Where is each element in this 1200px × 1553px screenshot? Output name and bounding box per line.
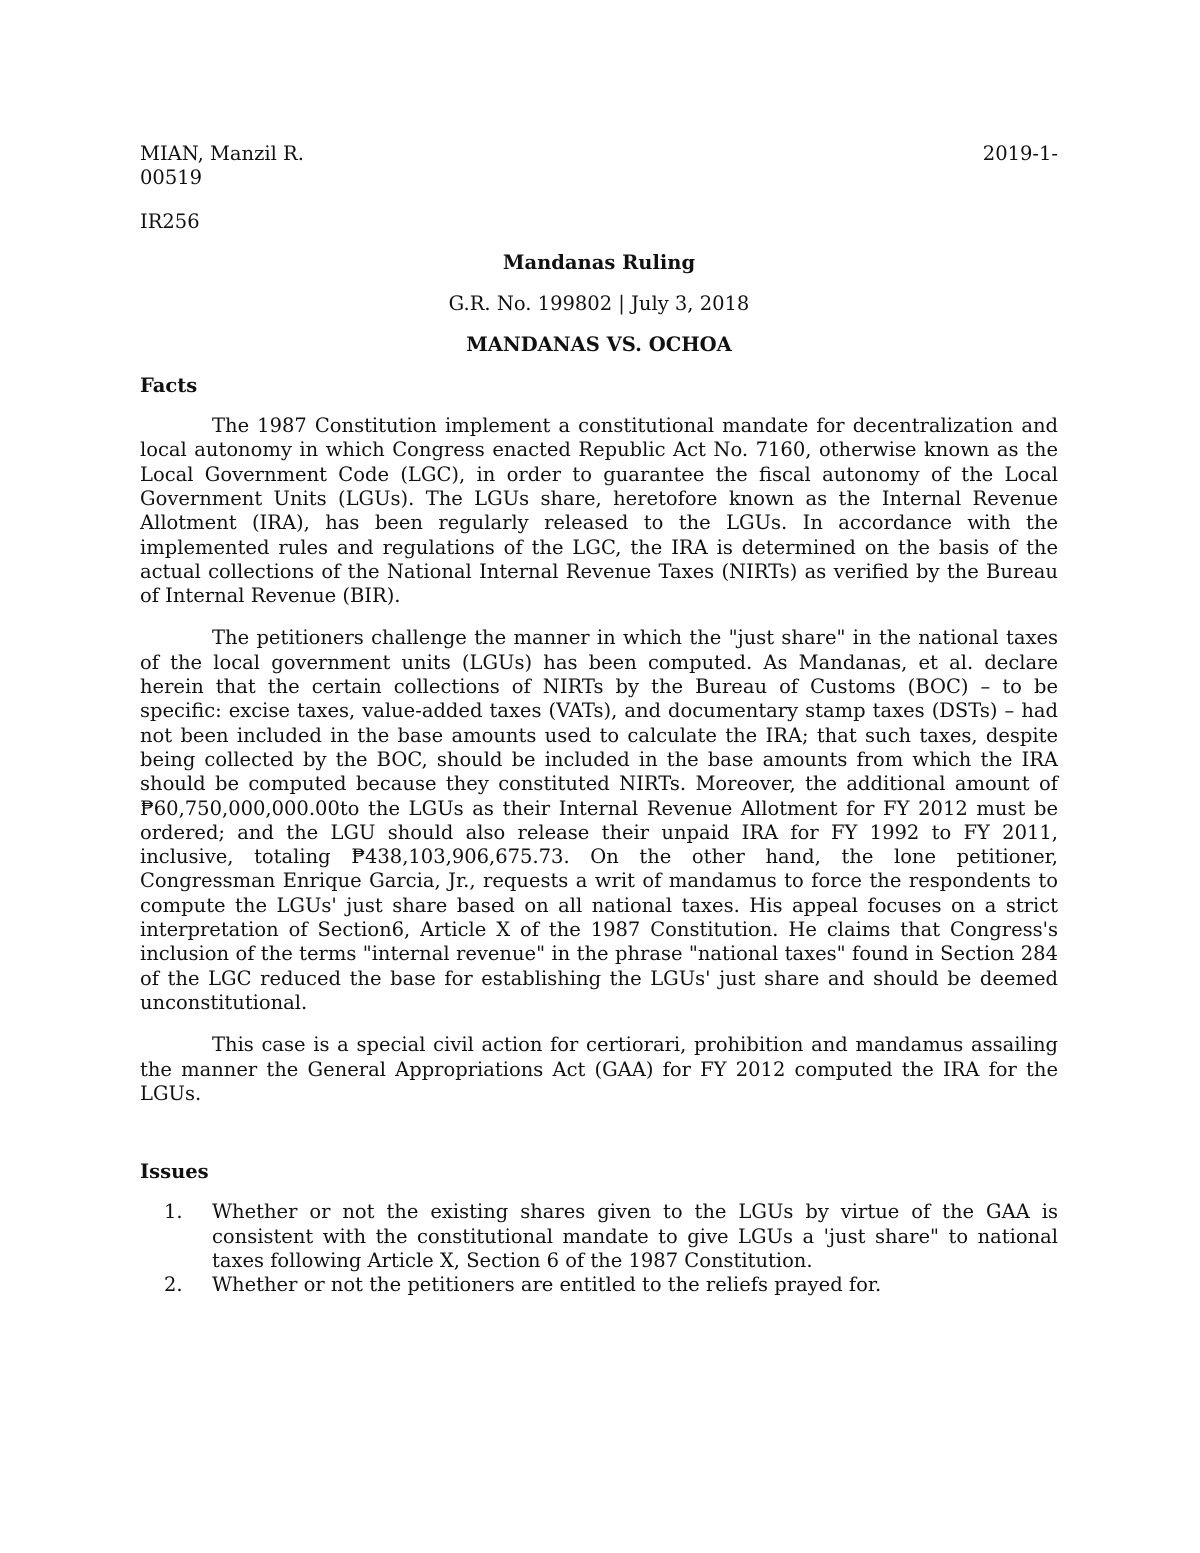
case-name: MANDANAS VS. OCHOA [466, 333, 732, 357]
issue-text: Whether or not the petitioners are entitled to the reliefs prayed for. [212, 1273, 882, 1297]
issue-text: Whether or not the existing shares given to the LGUs by virtue of the GAA is consistent with the constitutional mandate to give LGUs a 'just share" to national taxes following Article X, Section 6 of the 1987 Constitution. [212, 1200, 1058, 1272]
facts-paragraph: The petitioners challenge the manner in which the "just share" in the national taxes of the local government units (LGUs) has been computed. As Mandanas, et al. declare herein that the certain collections of NIRTs by the Bureau of Customs (BOC) – to be specific: excise taxes, value-added taxes (VATs), and documentary stamp taxes (DSTs) – had not been included in the base amounts used to calculate the IRA; that such taxes, despite being collected by the BOC, should be included in the base amounts from which the IRA should be computed because they constituted NIRTs. Moreover, the additional amount of ₱60,750,000,000.00to the LGUs as their Internal Revenue Allotment for FY 2012 must be ordered; and the LGU should also release their unpaid IRA for FY 1992 to FY 2011, inclusive, totaling ₱438,103,906,675.73. On the other hand, the lone petitioner, Congressman Enrique Garcia, Jr., requests a writ of mandamus to force the respondents to compute the LGUs' just share based on all national taxes. His appeal focuses on a strict interpretation of Section6, Article X of the 1987 Constitution. He claims that Congress's inclusion of the terms "internal revenue" in the phrase "national taxes" found in Section 284 of the LGC reduced the base for establishing the LGUs' just share and should be deemed unconstitutional. [140, 626, 1058, 1014]
facts-paragraph: The 1987 Constitution implement a constitutional mandate for decentralization and local autonomy in which Congress enacted Republic Act No. 7160, otherwise known as the Local Government Code (LGC), in order to guarantee the fiscal autonomy of the Local Government Units (LGUs). The LGUs share, heretofore known as the Internal Revenue Allotment (IRA), has been regularly released to the LGUs. In accordance with the implemented rules and regulations of the LGC, the IRA is determined on the basis of the actual collections of the National Internal Revenue Taxes (NIRTs) as verified by the Bureau of Internal Revenue (BIR). [140, 414, 1058, 608]
issues-list [140, 1200, 1058, 1297]
issue-number: 1. [164, 1200, 183, 1224]
document-title: Mandanas Ruling [502, 250, 696, 274]
issue-item [140, 1273, 1058, 1297]
student-name: MIAN, Manzil R. [140, 142, 304, 165]
case-reference: G.R. No. 199802 | July 3, 2018 [448, 292, 750, 316]
header-name-line [140, 142, 1058, 166]
facts-heading: Facts [140, 373, 198, 397]
course-code: IR256 [140, 209, 200, 233]
document-page [140, 142, 1058, 1298]
issues-heading: Issues [140, 1160, 209, 1184]
facts-paragraph: This case is a special civil action for certiorari, prohibition and mandamus assailing the manner the General Appropriations Act (GAA) for FY 2012 computed the IRA for the LGUs. [140, 1033, 1058, 1105]
issue-item [140, 1200, 1058, 1273]
student-id-part2: 00519 [140, 166, 203, 190]
student-id-part1: 2019-1- [982, 142, 1058, 165]
issue-number: 2. [164, 1273, 183, 1297]
